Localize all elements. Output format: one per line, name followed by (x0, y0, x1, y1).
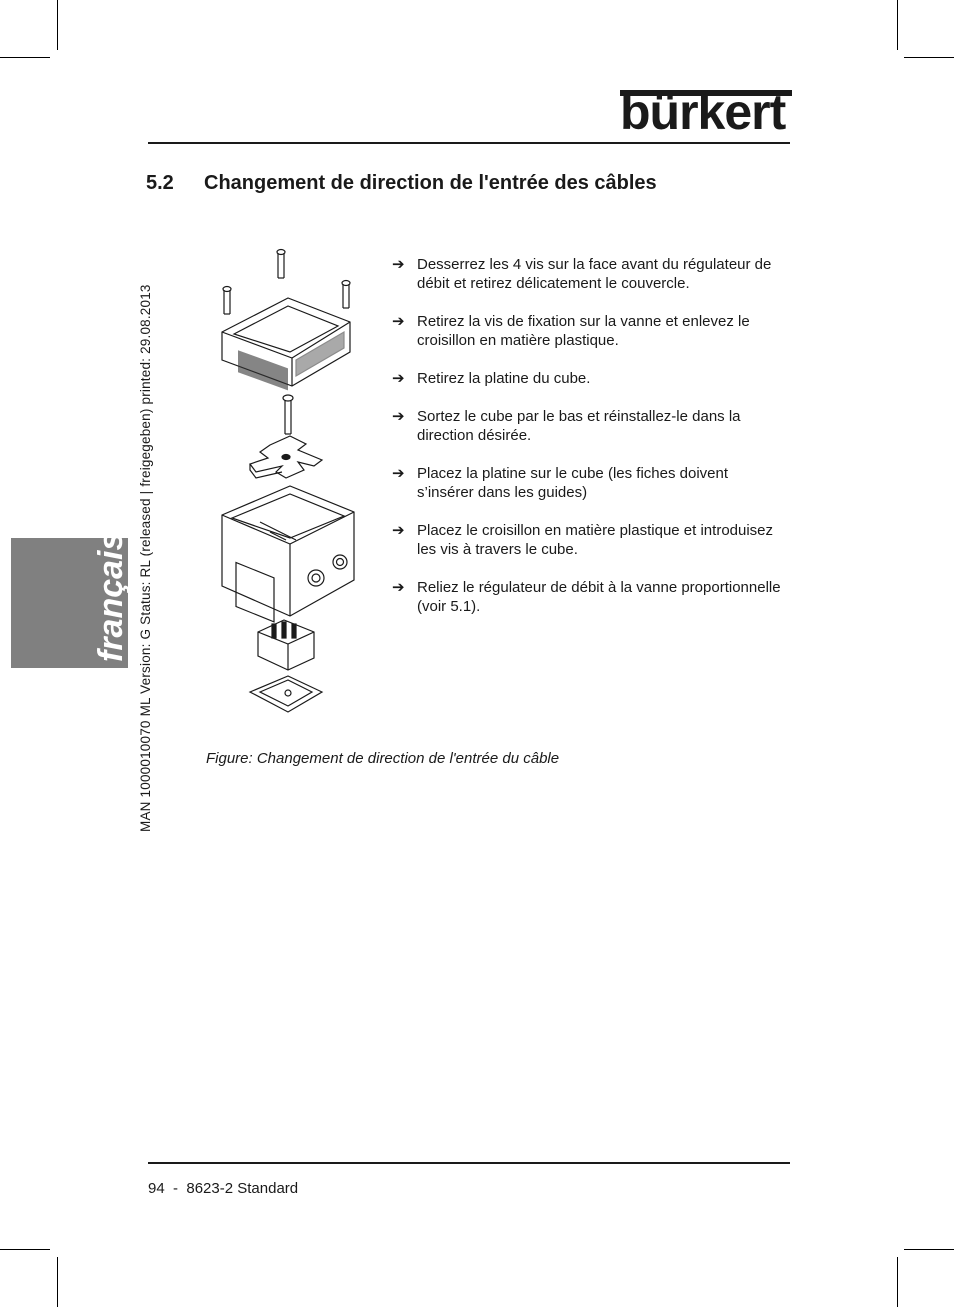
arrow-icon: ➔ (392, 408, 405, 425)
step-text: Retirez la platine du cube. (417, 370, 591, 387)
instruction-step (392, 578, 787, 616)
crop-mark (57, 1257, 58, 1307)
arrow-icon: ➔ (392, 313, 405, 330)
crop-mark (897, 0, 898, 50)
footer-rule (148, 1162, 790, 1164)
instruction-step (392, 464, 787, 502)
instruction-list (392, 255, 787, 635)
step-text: Placez la platine sur le cube (les fiches doivent s’insérer dans les guides) (417, 465, 729, 501)
crop-mark (57, 0, 58, 50)
brand-logo (620, 84, 792, 140)
logo-text: bürkert (620, 84, 786, 140)
section-heading (146, 172, 657, 195)
exploded-assembly-drawing (210, 240, 370, 720)
step-text: Retirez la vis de fixation sur la vanne et enlevez le croisillon en matière plastique. (417, 313, 750, 349)
crop-mark (0, 57, 50, 58)
arrow-icon: ➔ (392, 579, 405, 596)
arrow-icon: ➔ (392, 522, 405, 539)
footer-separator: - (173, 1180, 179, 1197)
instruction-step (392, 312, 787, 350)
crop-mark (904, 1249, 954, 1250)
gasket-icon (250, 676, 322, 712)
instruction-step (392, 407, 787, 445)
crop-mark (0, 1249, 50, 1250)
page-number: 94 (148, 1180, 165, 1197)
arrow-icon: ➔ (392, 465, 405, 482)
step-text: Placez le croisillon en matière plastique et introduisez les vis à travers le cube. (417, 522, 774, 558)
document-name: 8623-2 Standard (186, 1180, 299, 1197)
header-rule (148, 142, 790, 144)
step-text: Sortez le cube par le bas et réinstallez-le dans la direction désirée. (417, 408, 741, 444)
figure-caption: Figure: Changement de direction de l'entrée du câble (206, 750, 560, 767)
screw-icon (277, 250, 285, 279)
step-text: Desserrez les 4 vis sur la face avant du régulateur de débit et retirez délicatement le couvercle. (417, 256, 772, 292)
housing-cube-icon (222, 486, 354, 622)
section-title: Changement de direction de l'entrée des câbles (204, 172, 657, 194)
fixing-screw-icon (283, 395, 293, 434)
page-footer (148, 1180, 298, 1197)
cover-icon (222, 298, 350, 390)
document-meta: MAN 1000010070 ML Version: G Status: RL (released | freigegeben) printed: 29.08.2013 (138, 284, 153, 832)
screw-icon (342, 281, 350, 309)
crop-mark (897, 1257, 898, 1307)
step-text: Reliez le régulateur de débit à la vanne proportionnelle (voir 5.1). (417, 579, 781, 615)
instruction-step (392, 255, 787, 293)
plastic-cross-icon (250, 436, 322, 478)
arrow-icon: ➔ (392, 370, 405, 387)
screw-icon (223, 287, 231, 315)
arrow-icon: ➔ (392, 256, 405, 273)
circuit-board-icon (258, 620, 314, 670)
instruction-step (392, 521, 787, 559)
section-number: 5.2 (146, 172, 174, 194)
instruction-step (392, 369, 787, 388)
language-tab-label: français (92, 531, 130, 662)
crop-mark (904, 57, 954, 58)
